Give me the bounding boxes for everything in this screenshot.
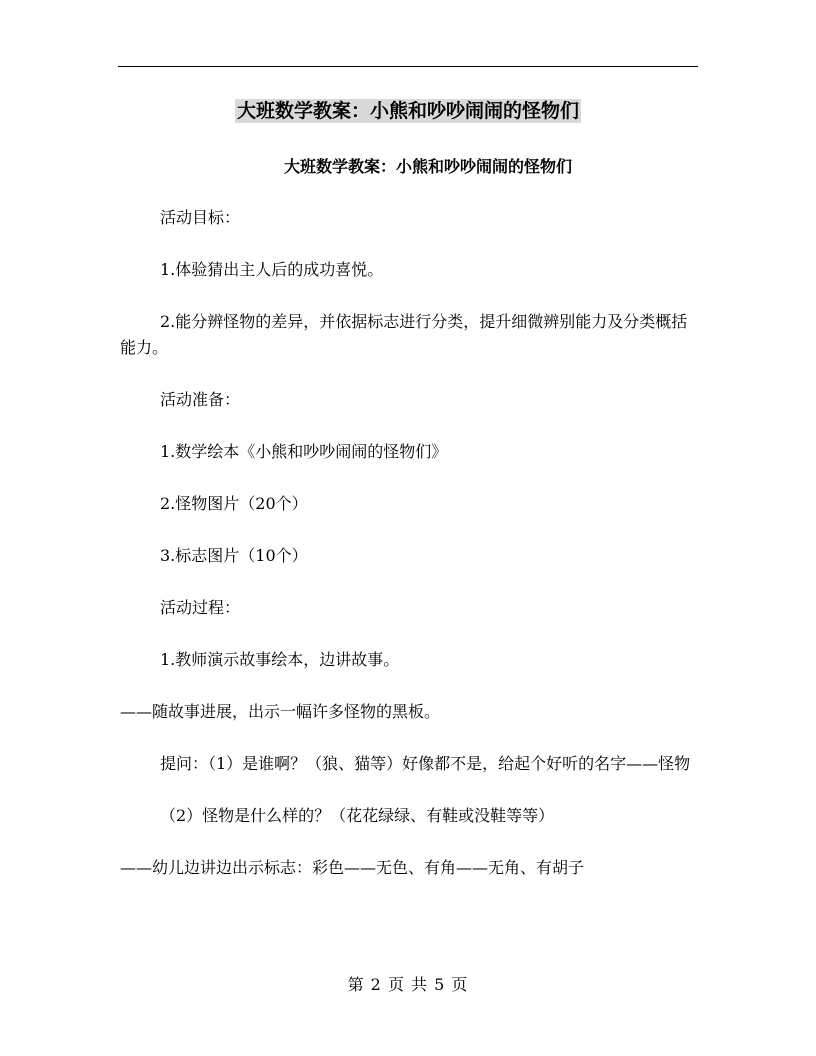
paragraph: 2.能分辨怪物的差异，并依据标志进行分类，提升细微辨别能力及分类概括能力。 (120, 312, 688, 357)
paragraph: 3.标志图片（10个） (160, 546, 308, 565)
paragraph: 活动目标： (160, 208, 241, 227)
paragraph: 1.体验猜出主人后的成功喜悦。 (160, 260, 384, 279)
paragraph: ——随故事进展，出示一幅许多怪物的黑板。 (120, 702, 441, 721)
page-footer: 第 2 页 共 5 页 (347, 975, 469, 994)
document-body (120, 205, 700, 907)
paragraph: ——幼儿边讲边出示标志：彩色——无色、有角——无角、有胡子 (120, 858, 585, 877)
document-title-text: 大班数学教案：小熊和吵吵闹闹的怪物们 (236, 100, 579, 122)
document-title (0, 96, 816, 123)
paragraph: （2）怪物是什么样的？（花花绿绿、有鞋或没鞋等等） (160, 806, 555, 825)
paragraph: 1.教师演示故事绘本，边讲故事。 (160, 650, 400, 669)
paragraph: 活动准备： (160, 390, 241, 409)
paragraph: 2.怪物图片（20个） (160, 494, 308, 513)
article-subtitle: 大班数学教案：小熊和吵吵闹闹的怪物们 (283, 157, 572, 176)
paragraph: 提问：（1）是谁啊？（狼、猫等）好像都不是，给起个好听的名字——怪物 (160, 754, 691, 773)
paragraph: 活动过程： (160, 598, 241, 617)
paragraph: 1.数学绘本《小熊和吵吵闹闹的怪物们》 (160, 442, 448, 461)
header-rule (118, 66, 698, 67)
